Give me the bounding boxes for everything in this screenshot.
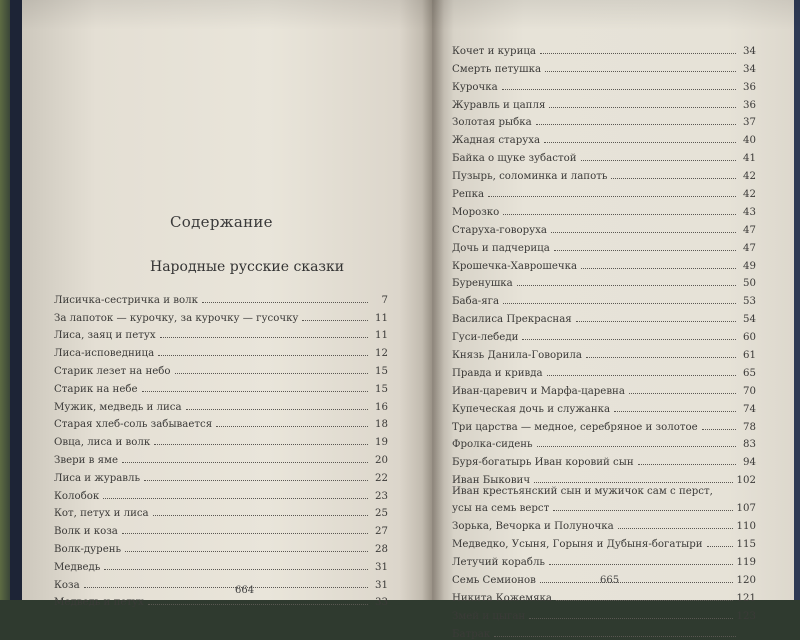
toc-entry <box>452 397 756 415</box>
toc-entry-leader-dots <box>534 482 732 483</box>
toc-entry-leader-dots <box>153 515 368 516</box>
toc-entry-title: Летучий корабль <box>452 556 545 568</box>
toc-heading: Содержание <box>170 213 273 231</box>
toc-entry <box>54 359 388 377</box>
toc-entry-page: 40 <box>743 135 756 147</box>
toc-entry-title: Крошечка-Хаврошечка <box>452 260 578 272</box>
toc-entry <box>452 111 756 129</box>
toc-entry <box>54 519 388 537</box>
toc-entry-page: 110 <box>736 521 756 533</box>
toc-entry <box>452 325 756 343</box>
toc-entry-page: 19 <box>375 437 388 449</box>
toc-entry-page: 11 <box>375 312 388 324</box>
toc-entry-title: Василиса Прекрасная <box>452 314 572 326</box>
toc-entry-leader-dots <box>551 232 736 233</box>
toc-entry <box>54 288 388 306</box>
toc-entry <box>452 604 756 622</box>
toc-entry <box>54 448 388 466</box>
toc-entry <box>54 537 388 555</box>
toc-entry-title: Старик на небе <box>54 383 138 395</box>
toc-entry-page: 70 <box>743 385 756 397</box>
toc-entry-page: 23 <box>375 490 388 502</box>
toc-entry-leader-dots <box>503 214 736 215</box>
toc-entry-leader-dots <box>216 426 368 427</box>
toc-entry-page: 12 <box>375 348 388 360</box>
toc-entry-leader-dots <box>554 250 736 251</box>
toc-entry <box>54 324 388 342</box>
toc-entry-page: 11 <box>375 330 388 342</box>
toc-entry-page: 78 <box>743 421 756 433</box>
toc-entry-leader-dots <box>702 429 736 430</box>
toc-entry <box>54 573 388 591</box>
toc-entry-page: 33 <box>375 597 388 609</box>
toc-entry-title: Старуха-говоруха <box>452 224 547 236</box>
toc-entry <box>452 218 756 236</box>
toc-entry-title: Волк-дурень <box>54 543 122 555</box>
toc-entry-title: Морозко <box>452 206 500 218</box>
toc-entry-leader-dots <box>175 373 368 374</box>
toc-entry-leader-dots <box>122 533 368 534</box>
toc-entry-leader-dots <box>537 446 736 447</box>
toc-entry-leader-dots <box>158 355 368 356</box>
toc-entry <box>54 555 388 573</box>
toc-entry-title: Баба-яга <box>452 296 500 308</box>
toc-entry <box>54 484 388 502</box>
toc-entry-leader-dots <box>536 124 736 125</box>
toc-entry-page: 34 <box>743 45 756 57</box>
toc-entry-title: Медведь <box>54 561 101 573</box>
toc-entry-title: Смерть петушка <box>452 63 542 75</box>
toc-entry-page: 50 <box>743 278 756 290</box>
toc-entry-title: Мужик, медведь и лиса <box>54 401 182 413</box>
toc-entry-page: 120 <box>736 574 756 586</box>
toc-entry <box>54 430 388 448</box>
toc-entry <box>452 272 756 290</box>
toc-entry <box>452 75 756 93</box>
toc-entry <box>54 591 388 609</box>
toc-entry-title: Старик лезет на небо <box>54 365 171 377</box>
toc-entry-title: Репка <box>452 189 485 201</box>
toc-entry-title: За лапоток — курочку, за курочку — гусочку <box>54 312 299 324</box>
toc-entry-title: Батрак <box>452 628 491 640</box>
toc-entry-title: Кот, петух и лиса <box>54 508 149 520</box>
toc-entry-leader-dots <box>544 142 736 143</box>
toc-entry-title: Старая хлеб-соль забывается <box>54 419 213 431</box>
toc-entry <box>452 486 756 514</box>
toc-entry <box>54 413 388 431</box>
toc-entry <box>54 377 388 395</box>
toc-entry <box>452 307 756 325</box>
toc-entry-title: Фролка-сидень <box>452 439 533 451</box>
toc-entry-leader-dots <box>638 464 736 465</box>
toc-entry-page: 42 <box>743 189 756 201</box>
toc-entry <box>452 254 756 272</box>
toc-entry <box>452 550 756 568</box>
book-gutter <box>422 0 444 600</box>
book-cover-edge <box>10 0 22 600</box>
toc-entry-page: 74 <box>743 403 756 415</box>
toc-entry-page: 107 <box>736 503 756 515</box>
toc-entry <box>452 343 756 361</box>
toc-entry-leader-dots <box>148 604 368 605</box>
toc-entry-leader-dots <box>549 107 736 108</box>
toc-entry-title: Курочка <box>452 81 498 93</box>
toc-entry-page: 15 <box>375 365 388 377</box>
toc-entry-leader-dots <box>553 510 732 511</box>
toc-entry-leader-dots <box>547 375 736 376</box>
toc-entry-title: Лисичка-сестричка и волк <box>54 294 198 306</box>
toc-entry-page: 94 <box>743 457 756 469</box>
toc-entry-page: 34 <box>743 63 756 75</box>
toc-entry-page: 47 <box>743 242 756 254</box>
toc-entry-page: 36 <box>743 99 756 111</box>
toc-entry-page: 119 <box>736 556 756 568</box>
toc-entry-leader-dots <box>517 285 736 286</box>
toc-entry <box>452 200 756 218</box>
toc-entry-page: 102 <box>736 475 756 487</box>
toc-entry-title: Князь Данила-Говорила <box>452 350 582 362</box>
toc-entry-leader-dots <box>545 71 736 72</box>
toc-entry-title: Кочет и курица <box>452 45 536 57</box>
toc-entry-page: 60 <box>743 332 756 344</box>
toc-entry-leader-dots <box>540 53 736 54</box>
toc-entry-page: 65 <box>743 367 756 379</box>
toc-entry-title: Купеческая дочь и служанка <box>452 403 611 415</box>
book-cover-right-edge <box>794 0 800 600</box>
toc-entry-title-continued: усы на семь верст <box>452 503 550 515</box>
toc-entry-leader-dots <box>611 178 736 179</box>
toc-entry-leader-dots <box>576 321 736 322</box>
toc-entry <box>452 532 756 550</box>
toc-entry <box>54 341 388 359</box>
toc-entry-leader-dots <box>502 89 736 90</box>
toc-entry-leader-dots <box>125 551 368 552</box>
toc-entry-leader-dots <box>144 480 368 481</box>
toc-entry-page: 20 <box>375 454 388 466</box>
toc-entry <box>452 57 756 75</box>
toc-entry-line <box>452 486 737 497</box>
toc-entry-title: Буря-богатырь Иван коровий сын <box>452 457 634 469</box>
toc-entry-page: 54 <box>743 314 756 326</box>
toc-entry-title: Никита Кожемяка <box>452 592 552 604</box>
toc-entry-title: Иван Быкович <box>452 475 531 487</box>
toc-entry-leader-dots <box>302 320 368 321</box>
toc-entry-page: 22 <box>375 472 388 484</box>
toc-entry-leader-dots <box>186 409 368 410</box>
toc-entry-leader-dots <box>556 600 733 601</box>
toc-left-list <box>54 288 388 608</box>
toc-entry-page: 15 <box>375 383 388 395</box>
toc-entry-title: Байка о щуке зубастой <box>452 153 577 165</box>
toc-entry-page: 83 <box>743 439 756 451</box>
toc-entry-title: Овца, лиса и волк <box>54 437 151 449</box>
toc-entry <box>452 622 756 640</box>
toc-entry-title: Золотая рыбка <box>452 117 532 129</box>
toc-entry <box>452 128 756 146</box>
toc-entry-title: Лиса и журавль <box>54 472 141 484</box>
toc-entry-leader-dots <box>522 339 736 340</box>
toc-entry-leader-dots <box>160 337 368 338</box>
toc-entry-title: Колобок <box>54 490 100 502</box>
toc-entry-title: Семь Семионов <box>452 574 536 586</box>
toc-entry-title: Медведь и петух <box>54 597 144 609</box>
toc-entry-leader-dots <box>529 618 732 619</box>
toc-entry-leader-dots <box>540 582 733 583</box>
toc-entry-title: Правда и кривда <box>452 367 543 379</box>
section-heading: Народные русские сказки <box>150 259 345 275</box>
toc-entry-page: 115 <box>736 539 756 551</box>
toc-entry-page: 37 <box>743 117 756 129</box>
toc-right-list <box>452 39 756 640</box>
toc-entry-page: 42 <box>743 171 756 183</box>
toc-entry-leader-dots <box>104 569 368 570</box>
toc-entry <box>452 379 756 397</box>
toc-entry-leader-dots <box>707 546 733 547</box>
toc-entry-leader-dots <box>614 411 736 412</box>
toc-entry <box>452 514 756 532</box>
toc-entry <box>452 164 756 182</box>
toc-entry-page: 61 <box>743 350 756 362</box>
toc-entry-leader-dots <box>142 391 368 392</box>
toc-entry-page: 7 <box>381 294 388 306</box>
toc-entry-title: Звери в яме <box>54 454 119 466</box>
toc-entry-page: 16 <box>375 401 388 413</box>
toc-entry-leader-dots <box>103 498 368 499</box>
toc-entry-page: 53 <box>743 296 756 308</box>
toc-entry <box>452 450 756 468</box>
toc-entry-leader-dots <box>84 587 368 588</box>
toc-entry-leader-dots <box>586 357 736 358</box>
toc-entry-page: 41 <box>743 153 756 165</box>
toc-entry-page: 43 <box>743 206 756 218</box>
toc-entry <box>452 415 756 433</box>
toc-entry <box>452 236 756 254</box>
toc-entry-title: Волк и коза <box>54 526 118 538</box>
toc-entry-leader-dots <box>618 528 733 529</box>
toc-entry-leader-dots <box>503 303 736 304</box>
toc-entry-page: 25 <box>375 508 388 520</box>
toc-entry <box>54 466 388 484</box>
toc-entry-page: 31 <box>375 561 388 573</box>
toc-entry-title: Гуси-лебеди <box>452 332 519 344</box>
toc-entry-page: 28 <box>375 543 388 555</box>
toc-entry-title: Иван крестьянский сын и мужичок сам с перст, <box>452 486 713 498</box>
toc-entry-leader-dots <box>629 393 736 394</box>
toc-entry <box>452 146 756 164</box>
toc-entry-title: Иван-царевич и Марфа-царевна <box>452 385 625 397</box>
toc-entry-title: Змей и цыган <box>452 610 526 622</box>
toc-entry-leader-dots <box>581 268 736 269</box>
toc-entry <box>54 502 388 520</box>
toc-entry-title: Журавль и цапля <box>452 99 546 111</box>
toc-entry-page: 47 <box>743 224 756 236</box>
toc-entry <box>452 39 756 57</box>
toc-entry-leader-dots <box>494 636 736 637</box>
toc-entry-title: Буренушка <box>452 278 513 290</box>
toc-entry-leader-dots <box>488 196 736 197</box>
toc-entry-title: Три царства — медное, серебряное и золотое <box>452 421 698 433</box>
toc-entry-title: Жадная старуха <box>452 135 541 147</box>
toc-entry-leader-dots <box>122 462 368 463</box>
toc-entry-page: 18 <box>375 419 388 431</box>
toc-entry-page: 31 <box>375 579 388 591</box>
toc-entry-title: Лиса, заяц и петух <box>54 330 156 342</box>
page-number-left: 664 <box>235 585 255 596</box>
toc-entry <box>452 433 756 451</box>
toc-entry-title: Коза <box>54 579 80 591</box>
toc-entry-page: 121 <box>736 592 756 604</box>
toc-entry <box>452 468 756 486</box>
toc-entry-title: Медведко, Усыня, Горыня и Дубыня-богатыри <box>452 539 703 551</box>
toc-entry-page: 36 <box>743 81 756 93</box>
toc-entry <box>452 586 756 604</box>
toc-entry-page: 49 <box>743 260 756 272</box>
toc-entry-leader-dots <box>202 302 368 303</box>
toc-entry-leader-dots <box>154 444 368 445</box>
toc-entry-line <box>452 503 737 514</box>
toc-entry <box>452 182 756 200</box>
toc-entry-page: 27 <box>375 526 388 538</box>
page-number-right: 665 <box>600 575 620 586</box>
toc-entry-title: Дочь и падчерица <box>452 242 550 254</box>
toc-entry-lines <box>452 486 737 514</box>
toc-entry-title: Зорька, Вечорка и Полуночка <box>452 521 614 533</box>
toc-entry-page: 123 <box>736 610 756 622</box>
toc-entry <box>452 93 756 111</box>
toc-entry <box>54 306 388 324</box>
toc-entry-leader-dots <box>581 160 736 161</box>
toc-entry <box>54 395 388 413</box>
toc-entry-title: Лиса-исповедница <box>54 348 155 360</box>
toc-entry <box>452 289 756 307</box>
toc-entry-title: Пузырь, соломинка и лапоть <box>452 171 608 183</box>
toc-entry-leader-dots <box>549 564 733 565</box>
toc-entry <box>452 361 756 379</box>
